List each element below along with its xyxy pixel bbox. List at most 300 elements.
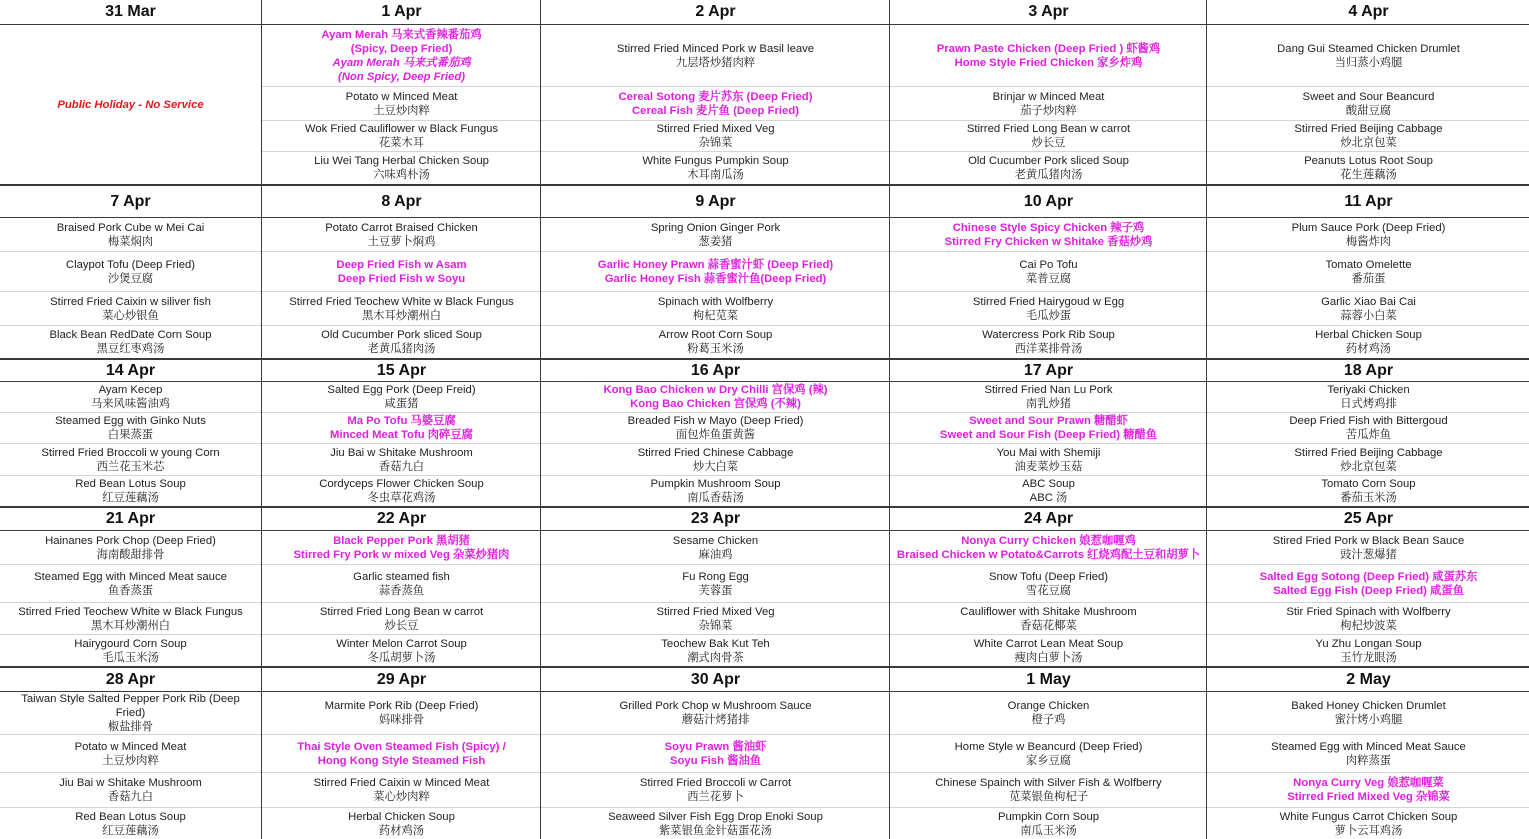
dish-line: 南乳炒猪 — [1025, 398, 1072, 410]
dish-line: White Fungus Carrot Chicken Soup — [1279, 810, 1458, 823]
dish-line: White Fungus Pumpkin Soup — [642, 155, 789, 167]
dish-line: Chinese Spainch with Silver Fish & Wolfberry — [935, 777, 1162, 789]
dish-line: Home Style w Beancurd (Deep Fried) — [954, 740, 1143, 753]
dish-cell — [0, 603, 261, 635]
dish-cell — [890, 413, 1207, 444]
date-header: 1 May — [890, 666, 1207, 692]
dish-line: 南瓜香菇汤 — [687, 492, 744, 504]
dish-line: 海南酸甜排骨 — [96, 548, 165, 561]
dish-cell — [262, 735, 541, 773]
dish-cell — [1207, 735, 1529, 773]
dish-line: (Spicy, Deep Fried) — [350, 42, 453, 55]
dish-line: Hainanes Pork Chop (Deep Fried) — [45, 534, 216, 547]
dish-cell — [262, 531, 541, 565]
dish-line: 妈咪排骨 — [378, 714, 425, 726]
dish-line: Tomato Omelette — [1325, 258, 1412, 271]
dish-line: Fu Rong Egg — [682, 570, 749, 583]
dish-line: 白果蒸蛋 — [107, 429, 154, 441]
dish-cell — [541, 635, 890, 666]
dish-cell — [541, 25, 890, 87]
dish-line: Minced Meat Tofu 肉碎豆腐 — [330, 429, 473, 441]
dish-line: 杂锦菜 — [698, 137, 733, 149]
dish-line: Liu Wei Tang Herbal Chicken Soup — [314, 155, 489, 167]
dish-cell — [262, 692, 541, 735]
dish-cell — [541, 413, 890, 444]
dish-cell — [1207, 326, 1529, 358]
dish-cell — [890, 252, 1207, 292]
dish-line: 炒长豆 — [384, 619, 419, 632]
dish-line: 西兰花萝卜 — [687, 791, 744, 803]
dish-cell — [890, 292, 1207, 326]
dish-line: 蘑菇汁烤猪排 — [681, 714, 750, 726]
dish-line: Ayam Kecep — [98, 384, 163, 396]
dish-cell — [1207, 152, 1529, 184]
dish-line: Steamed Egg with Minced Meat Sauce — [1271, 740, 1466, 753]
dish-line: Cereal Fish 麦片鱼 (Deep Fried) — [632, 104, 799, 117]
dish-line: Plum Sauce Pork (Deep Fried) — [1291, 221, 1446, 234]
dish-line: White Carrot Lean Meat Soup — [973, 637, 1124, 650]
dish-line: 酸甜豆腐 — [1345, 104, 1392, 117]
date-header: 24 Apr — [890, 506, 1207, 531]
dish-line: 六味鸡朴汤 — [373, 169, 430, 181]
dish-cell — [890, 121, 1207, 152]
date-header: 4 Apr — [1207, 0, 1529, 25]
dish-cell — [890, 531, 1207, 565]
dish-cell — [890, 808, 1207, 839]
dish-cell — [262, 121, 541, 152]
dish-line: Watercress Pork Rib Soup — [982, 329, 1115, 341]
dish-cell — [0, 692, 261, 735]
date-header: 29 Apr — [262, 666, 541, 692]
dish-line: Stirred Fried Beijing Cabbage — [1294, 446, 1443, 459]
date-header: 3 Apr — [890, 0, 1207, 25]
day-column — [540, 0, 890, 839]
date-header: 10 Apr — [890, 184, 1207, 218]
dish-line: Garlic Xiao Bai Cai — [1321, 295, 1416, 308]
dish-line: 芙蓉蛋 — [698, 584, 733, 597]
dish-line: Marmite Pork Rib (Deep Fried) — [324, 700, 479, 712]
date-header: 31 Mar — [0, 0, 261, 25]
dish-cell — [541, 252, 890, 292]
dish-cell — [262, 773, 541, 808]
dish-cell — [541, 121, 890, 152]
dish-line: 苋菜银鱼枸杞子 — [1008, 791, 1089, 803]
dish-cell — [0, 735, 261, 773]
dish-line: 炒大白菜 — [692, 460, 739, 473]
dish-cell — [0, 565, 261, 603]
dish-line: Prawn Paste Chicken (Deep Fried ) 虾酱鸡 — [936, 42, 1161, 55]
dish-line: Cordyceps Flower Chicken Soup — [319, 478, 484, 490]
date-header: 16 Apr — [541, 358, 890, 382]
dish-line: 冬虫草花鸡汤 — [367, 492, 436, 504]
dish-line: Stirred Fried Minced Pork w Basil leave — [616, 42, 815, 55]
dish-line: Ma Po Tofu 马婆豆腐 — [347, 415, 456, 427]
date-header: 1 Apr — [262, 0, 541, 25]
dish-line: Stirred Fried Long Bean w carrot — [319, 605, 484, 618]
dish-line: Teochew Bak Kut Teh — [661, 637, 770, 650]
dish-line: 药材鸡汤 — [378, 824, 425, 837]
dish-line: 木耳南瓜汤 — [687, 169, 744, 181]
dish-cell — [0, 531, 261, 565]
dish-line: Seaweed Silver Fish Egg Drop Enoki Soup — [608, 810, 823, 823]
dish-line: 面包炸鱼蛋黄酱 — [675, 429, 756, 441]
dish-line: 菜普豆腐 — [1025, 272, 1072, 285]
dish-line: Potato Carrot Braised Chicken — [325, 221, 478, 234]
dish-line: 毛瓜炒蛋 — [1025, 309, 1072, 322]
dish-line: Sweet and Sour Fish (Deep Fried) 糖醋鱼 — [939, 429, 1158, 441]
dish-line: Spring Onion Ginger Pork — [650, 221, 781, 234]
dish-line: ABC Soup — [1022, 478, 1075, 490]
dish-line: 咸蛋猪 — [384, 398, 419, 410]
dish-line: 葱姜猪 — [698, 235, 733, 248]
dish-line: Orange Chicken — [1007, 700, 1090, 712]
date-header: 22 Apr — [262, 506, 541, 531]
dish-line: Home Style Fried Chicken 家乡炸鸡 — [954, 56, 1143, 69]
dish-line: Stir Fried Spinach with Wolfberry — [1286, 605, 1451, 618]
dish-line: 玉竹龙眼汤 — [1340, 651, 1397, 664]
dish-line: Peanuts Lotus Root Soup — [1304, 155, 1433, 167]
dish-cell — [890, 382, 1207, 413]
dish-line: Sesame Chicken — [672, 534, 759, 547]
dish-cell — [890, 25, 1207, 87]
date-header: 23 Apr — [541, 506, 890, 531]
dish-line: 西洋菜排骨汤 — [1014, 343, 1083, 355]
dish-line: Stirred Fried Caixin w Minced Meat — [313, 777, 490, 789]
dish-line: Cai Po Tofu — [1019, 258, 1078, 271]
dish-line: Arrow Root Corn Soup — [658, 329, 773, 341]
dish-cell — [1207, 218, 1529, 252]
dish-cell — [0, 808, 261, 839]
dish-line: Yu Zhu Longan Soup — [1315, 637, 1422, 650]
dish-line: 炒长豆 — [1031, 137, 1066, 149]
dish-line: Thai Style Oven Steamed Fish (Spicy) / — [297, 740, 506, 753]
dish-line: Tomato Corn Soup — [1321, 478, 1416, 490]
dish-line: Deep Fried Fish w Asam — [336, 258, 467, 271]
dish-cell — [0, 413, 261, 444]
dish-cell — [1207, 635, 1529, 666]
dish-line: Potato w Minced Meat — [74, 740, 187, 753]
dish-line: 马来风味酱油鸡 — [90, 398, 171, 410]
dish-cell — [890, 565, 1207, 603]
dish-cell — [541, 808, 890, 839]
dish-cell — [890, 326, 1207, 358]
dish-line: 土豆萝卜焖鸡 — [367, 235, 436, 248]
dish-line: 油麦菜炒玉菇 — [1014, 460, 1083, 473]
dish-cell — [0, 635, 261, 666]
date-header: 2 Apr — [541, 0, 890, 25]
dish-cell — [541, 531, 890, 565]
dish-line: 潮式肉骨茶 — [687, 651, 744, 664]
dish-cell — [1207, 531, 1529, 565]
dish-line: Ayam Merah 马来式番茄鸡 — [332, 56, 471, 69]
dish-cell — [1207, 476, 1529, 506]
dish-cell — [541, 218, 890, 252]
date-header: 18 Apr — [1207, 358, 1529, 382]
dish-line: 蒜香蒸鱼 — [378, 584, 425, 597]
dish-line: Pumpkin Mushroom Soup — [650, 478, 781, 490]
dish-line: 土豆炒肉粹 — [102, 754, 159, 767]
dish-cell — [1207, 692, 1529, 735]
dish-line: Stirred Fried Broccoli w young Corn — [41, 446, 220, 459]
dish-line: Black Bean RedDate Corn Soup — [49, 329, 212, 341]
dish-line: Cauliflower with Shitake Mushroom — [960, 605, 1137, 618]
dish-line: Black Pepper Pork 黑胡猪 — [333, 534, 470, 547]
dish-line: Steamed Egg with Ginko Nuts — [55, 415, 206, 427]
dish-line: 雪花豆腐 — [1025, 584, 1072, 597]
dish-line: 红豆莲藕汤 — [102, 824, 159, 837]
dish-cell — [262, 382, 541, 413]
dish-cell — [0, 476, 261, 506]
date-header: 14 Apr — [0, 358, 261, 382]
day-column — [261, 0, 541, 839]
dish-cell — [262, 413, 541, 444]
dish-line: You Mai with Shemiji — [996, 446, 1101, 459]
dish-line: 苦瓜炸鱼 — [1345, 429, 1392, 441]
dish-line: 土豆炒肉粹 — [373, 104, 430, 117]
dish-line: Stirred Fried Long Bean w carrot — [966, 123, 1131, 135]
dish-cell — [1207, 773, 1529, 808]
dish-line: 椒盐排骨 — [107, 721, 154, 733]
dish-cell — [1207, 121, 1529, 152]
dish-line: Ayam Merah 马来式香辣番茄鸡 — [321, 28, 482, 41]
dish-line: Snow Tofu (Deep Fried) — [988, 570, 1109, 583]
dish-line: Herbal Chicken Soup — [1315, 329, 1422, 341]
dish-line: Dang Gui Steamed Chicken Drumlet — [1277, 42, 1460, 55]
dish-cell — [890, 218, 1207, 252]
dish-line: Garlic Honey Prawn 蒜香蜜汁虾 (Deep Fried) — [597, 258, 834, 271]
dish-cell — [541, 773, 890, 808]
dish-cell — [0, 292, 261, 326]
dish-line: Kong Bao Chicken w Dry Chilli 宫保鸡 (辣) — [603, 384, 828, 396]
dish-line: 黑豆红枣鸡汤 — [96, 343, 165, 355]
dish-cell — [541, 87, 890, 121]
dish-line: Stirred Fried Mixed Veg — [656, 123, 775, 135]
dish-cell — [262, 218, 541, 252]
dish-line: Old Cucumber Pork sliced Soup — [968, 155, 1129, 167]
dish-line: 药材鸡汤 — [1345, 343, 1392, 355]
dish-line: 瘦肉白萝卜汤 — [1014, 651, 1083, 664]
dish-line: 老黄瓜猪肉汤 — [1014, 169, 1083, 181]
dish-line: 鱼香蒸蛋 — [107, 584, 154, 597]
dish-cell — [541, 735, 890, 773]
dish-cell — [262, 444, 541, 476]
dish-cell — [0, 382, 261, 413]
dish-cell — [541, 326, 890, 358]
dish-line: Herbal Chicken Soup — [348, 810, 455, 823]
dish-cell — [262, 603, 541, 635]
dish-line: Stirred Fried Beijing Cabbage — [1294, 123, 1443, 135]
dish-cell — [541, 292, 890, 326]
dish-cell — [541, 692, 890, 735]
dish-line: 花生莲藕汤 — [1340, 169, 1397, 181]
dish-line: Steamed Egg with Minced Meat sauce — [34, 570, 227, 583]
dish-line: 花菜木耳 — [378, 137, 425, 149]
dish-cell — [541, 476, 890, 506]
date-header: 30 Apr — [541, 666, 890, 692]
dish-line: 冬瓜胡萝卜汤 — [367, 651, 436, 664]
dish-cell — [262, 25, 541, 87]
dish-line: 番茄蛋 — [1351, 272, 1386, 285]
dish-line: 蒜蓉小白菜 — [1340, 309, 1397, 322]
dish-line: (Non Spicy, Deep Fried) — [337, 70, 465, 83]
dish-line: Kong Bao Chicken 宫保鸡 (不辣) — [630, 398, 801, 410]
dish-line: Cereal Sotong 麦片苏东 (Deep Fried) — [618, 90, 813, 103]
dish-line: ABC 汤 — [1029, 492, 1068, 504]
date-header: 8 Apr — [262, 184, 541, 218]
dish-cell — [890, 603, 1207, 635]
dish-line: Jiu Bai w Shitake Mushroom — [59, 777, 202, 789]
dish-line: 蜜汁烤小鸡腿 — [1334, 714, 1403, 726]
dish-line: 炒北京包菜 — [1340, 460, 1397, 473]
dish-line: 枸杞炒波菜 — [1340, 619, 1397, 632]
dish-line: 黑木耳炒潮州白 — [90, 619, 171, 632]
dish-line: Taiwan Style Salted Pepper Pork Rib (Deep — [21, 693, 240, 705]
dish-line: 粉葛玉米汤 — [687, 343, 744, 355]
dish-line: 香菇九白 — [378, 460, 425, 473]
dish-line: 茄子炒肉粹 — [1020, 104, 1077, 117]
dish-line: 番茄玉米汤 — [1340, 492, 1397, 504]
dish-line: 豉汁葱爆猪 — [1340, 548, 1397, 561]
dish-cell — [890, 635, 1207, 666]
dish-cell — [890, 152, 1207, 184]
dish-line: Garlic steamed fish — [353, 570, 450, 583]
date-header: 25 Apr — [1207, 506, 1529, 531]
dish-cell — [0, 326, 261, 358]
dish-cell — [890, 773, 1207, 808]
dish-cell — [262, 476, 541, 506]
dish-line: Fried) — [115, 707, 146, 719]
dish-cell — [0, 444, 261, 476]
dish-line: Nonya Curry Veg 娘惹咖喱菜 — [1293, 777, 1444, 789]
dish-cell — [1207, 565, 1529, 603]
dish-cell — [262, 808, 541, 839]
dish-cell — [1207, 808, 1529, 839]
date-header: 11 Apr — [1207, 184, 1529, 218]
dish-line: Stirred Fried Teochew White w Black Fungus — [18, 605, 243, 618]
dish-line: 萝卜云耳鸡汤 — [1334, 824, 1403, 837]
dish-cell — [1207, 25, 1529, 87]
dish-line: Salted Egg Fish (Deep Fried) 咸蛋鱼 — [1273, 584, 1464, 597]
dish-line: Stirred Fried Nan Lu Pork — [984, 384, 1113, 396]
dish-line: 黑木耳炒潮州白 — [361, 309, 442, 322]
dish-line: 菜心炒肉粹 — [373, 791, 430, 803]
dish-line: Claypot Tofu (Deep Fried) — [65, 258, 196, 271]
dish-line: 橙子鸡 — [1031, 714, 1066, 726]
dish-line: 当归蒸小鸡腿 — [1334, 56, 1403, 69]
dish-line: Salted Egg Pork (Deep Freid) — [327, 384, 476, 396]
dish-line: 香菇九白 — [107, 791, 154, 803]
holiday-notice — [0, 25, 261, 184]
dish-line: Stired Fried Pork w Black Bean Sauce — [1272, 534, 1465, 547]
date-header: 15 Apr — [262, 358, 541, 382]
dish-cell — [262, 565, 541, 603]
dish-line: Stirred Fried Mixed Veg — [656, 605, 775, 618]
dish-line: 香菇花椰菜 — [1020, 619, 1077, 632]
dish-cell — [1207, 252, 1529, 292]
dish-line: Old Cucumber Pork sliced Soup — [321, 329, 482, 341]
day-column — [1206, 0, 1529, 839]
dish-line: Sweet and Sour Prawn 糖醋虾 — [969, 415, 1128, 427]
holiday-text: Public Holiday - No Service — [57, 98, 204, 111]
dish-line: Red Bean Lotus Soup — [75, 478, 186, 490]
dish-line: Baked Honey Chicken Drumlet — [1291, 700, 1446, 712]
dish-line: Deep Fried Fish with Bittergoud — [1289, 415, 1448, 427]
dish-cell — [1207, 382, 1529, 413]
dish-line: 麻油鸡 — [698, 548, 733, 561]
dish-line: Deep Fried Fish w Soyu — [337, 272, 466, 285]
dish-line: Stirred Fried Mixed Veg 杂锦菜 — [1287, 791, 1450, 803]
dish-line: Nonya Curry Chicken 娘惹咖喱鸡 — [961, 534, 1136, 547]
dish-line: Spinach with Wolfberry — [657, 295, 774, 308]
date-header: 17 Apr — [890, 358, 1207, 382]
dish-line: 家乡豆腐 — [1025, 754, 1072, 767]
dish-line: Chinese Style Spicy Chicken 辣子鸡 — [952, 221, 1145, 234]
dish-cell — [541, 444, 890, 476]
dish-line: 菜心炒银鱼 — [102, 309, 159, 322]
dish-cell — [541, 382, 890, 413]
dish-cell — [0, 252, 261, 292]
dish-line: 南瓜玉米汤 — [1020, 824, 1077, 837]
dish-line: Stirred Fried Teochew White w Black Fungus — [289, 295, 514, 308]
dish-line: Red Bean Lotus Soup — [75, 810, 186, 823]
dish-line: Sweet and Sour Beancurd — [1302, 90, 1435, 103]
day-column — [889, 0, 1207, 839]
dish-cell — [0, 773, 261, 808]
dish-line: Brinjar w Minced Meat — [992, 90, 1105, 103]
dish-line: Salted Egg Sotong (Deep Fried) 咸蛋苏东 — [1259, 570, 1478, 583]
date-header: 7 Apr — [0, 184, 261, 218]
dish-line: Winter Melon Carrot Soup — [336, 637, 467, 650]
dish-line: Jiu Bai w Shitake Mushroom — [330, 446, 473, 459]
dish-line: Teriyaki Chicken — [1327, 384, 1410, 396]
dish-cell — [262, 87, 541, 121]
dish-cell — [890, 476, 1207, 506]
dish-line: 日式烤鸡排 — [1340, 398, 1397, 410]
dish-line: Hong Kong Style Steamed Fish — [317, 754, 486, 767]
dish-line: 梅酱炸肉 — [1345, 235, 1392, 248]
dish-cell — [541, 565, 890, 603]
date-header: 28 Apr — [0, 666, 261, 692]
dish-line: Stirred Fried Chinese Cabbage — [637, 446, 794, 459]
dish-cell — [1207, 413, 1529, 444]
dish-line: Garlic Honey Fish 蒜香蜜汁鱼(Deep Fried) — [604, 272, 827, 285]
dish-line: 枸杞苋菜 — [692, 309, 739, 322]
day-column — [0, 0, 261, 839]
dish-line: 老黄瓜猪肉汤 — [367, 343, 436, 355]
dish-cell — [262, 152, 541, 184]
dish-cell — [890, 735, 1207, 773]
dish-line: 沙煲豆腐 — [107, 272, 154, 285]
dish-cell — [541, 603, 890, 635]
dish-line: 肉粹蒸蛋 — [1345, 754, 1392, 767]
dish-cell — [890, 444, 1207, 476]
dish-line: 紫菜银鱼金针菇蛋花汤 — [659, 824, 772, 837]
dish-line: 杂锦菜 — [698, 619, 733, 632]
dish-line: Stirred Fried Hairygoud w Egg — [972, 295, 1125, 308]
dish-cell — [262, 252, 541, 292]
dish-line: Grilled Pork Chop w Mushroom Sauce — [619, 700, 812, 712]
dish-cell — [1207, 603, 1529, 635]
dish-cell — [1207, 444, 1529, 476]
dish-cell — [1207, 292, 1529, 326]
dish-cell — [262, 292, 541, 326]
dish-line: 毛瓜玉米汤 — [102, 651, 159, 664]
dish-cell — [0, 218, 261, 252]
dish-line: Stirred Fried Caixin w siliver fish — [50, 295, 211, 308]
dish-cell — [541, 152, 890, 184]
dish-line: 红豆莲藕汤 — [102, 492, 159, 504]
dish-line: Hairygourd Corn Soup — [74, 637, 187, 650]
